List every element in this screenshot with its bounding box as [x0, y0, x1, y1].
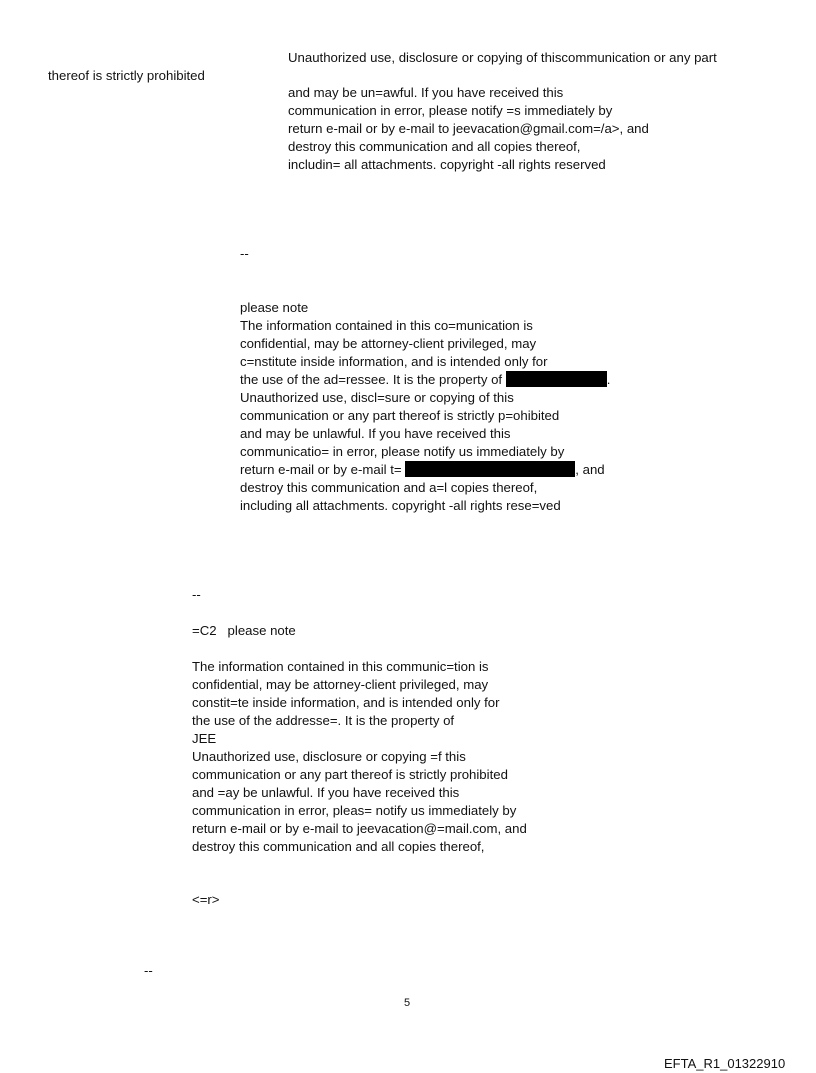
block1-line1: Unauthorized use, disclosure or copying of thiscommunication or any part — [288, 50, 717, 65]
block3-text-line: Unauthorized use, disclosure or copying =f this — [192, 749, 466, 764]
block3-text-line: return e-mail or by e-mail to jeevacation@=mail.com, and — [192, 821, 527, 836]
block1-text-line: and may be un=awful. If you have received this — [288, 85, 564, 100]
block1-text-line: destroy this communication and all copies thereof, — [288, 139, 581, 154]
block2-text-line: including all attachments. copyright -all rights rese=ved — [240, 498, 561, 513]
block1-text-line: includin= all attachments. copyright -all rights reserved — [288, 157, 606, 172]
block3-heading: =C2 please note — [192, 623, 296, 638]
block2-text: . — [606, 372, 611, 387]
block1-text-line: return e-mail or by e-mail to jeevacation@gmail.com=/a>, and — [288, 121, 649, 136]
redaction-box — [506, 371, 607, 387]
block2-text-line: c=nstitute inside information, and is intended only for — [240, 354, 548, 369]
block2-paragraph — [240, 299, 610, 515]
block2-text-line: Unauthorized use, discl=sure or copying of this — [240, 390, 514, 405]
block2-text-line — [240, 461, 610, 479]
separator: -- — [144, 963, 153, 978]
block2-text-line: and may be unlawful. If you have received this — [240, 426, 511, 441]
block2-text: return e-mail or by e-mail t= — [240, 462, 402, 477]
block1-text-line: communication in error, please notify =s immediately by — [288, 103, 613, 118]
block1-paragraph — [288, 84, 649, 174]
block1-line2: thereof is strictly prohibited — [48, 68, 205, 83]
block3-text-line: destroy this communication and all copies thereof, — [192, 839, 485, 854]
block3-text-line: confidential, may be attorney-client privileged, may — [192, 677, 489, 692]
block3-text-line: and =ay be unlawful. If you have received this — [192, 785, 460, 800]
block3-text-line: the use of the addresse=. It is the property of — [192, 713, 455, 728]
block2-text-line: destroy this communication and a=l copies thereof, — [240, 480, 538, 495]
block2-text: , and — [575, 462, 605, 477]
block2-text-line: The information contained in this co=munication is — [240, 318, 533, 333]
separator: -- — [240, 246, 249, 261]
separator: -- — [192, 587, 201, 602]
document-id: EFTA_R1_01322910 — [664, 1056, 786, 1071]
block2-heading: please note — [240, 300, 309, 315]
block3-tail: <=r> — [192, 892, 220, 907]
block3-text-line: communication or any part thereof is strictly prohibited — [192, 767, 508, 782]
page-number: 5 — [404, 997, 411, 1009]
block2-text-line: communication or any part thereof is strictly p=ohibited — [240, 408, 560, 423]
block3-text-line: constit=te inside information, and is intended only for — [192, 695, 500, 710]
block3-text-line: JEE — [192, 731, 217, 746]
block2-text-line: confidential, may be attorney-client privileged, may — [240, 336, 537, 351]
redaction-box — [405, 461, 575, 477]
block2-text: the use of the ad=ressee. It is the property of — [240, 372, 503, 387]
block3-text-line: communication in error, pleas= notify us immediately by — [192, 803, 517, 818]
block3-paragraph — [192, 658, 527, 856]
block2-text-line: communicatio= in error, please notify us immediately by — [240, 444, 565, 459]
block2-text-line — [240, 371, 610, 389]
block3-text-line: The information contained in this communic=tion is — [192, 659, 489, 674]
